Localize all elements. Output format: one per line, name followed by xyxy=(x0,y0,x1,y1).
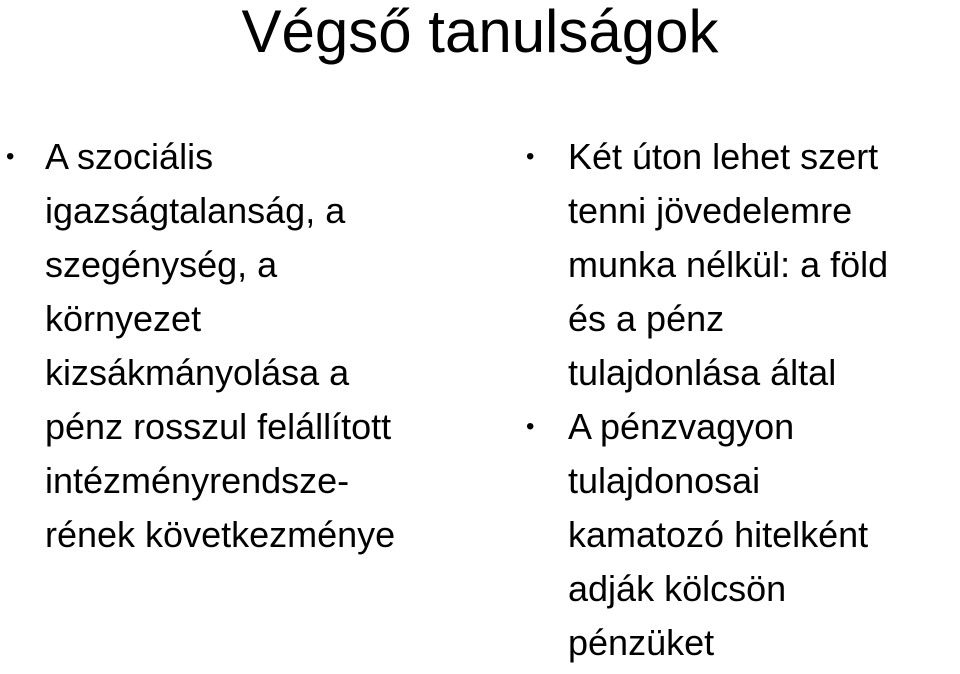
right-column xyxy=(520,130,960,670)
bullet-text: A pénzvagyon tulajdonosai kamatozó hitelként adják kölcsön pénzüket xyxy=(568,406,869,663)
bullet-item xyxy=(0,130,490,562)
bullet-text: A szociális igazságtalanság, a szegénység, a környezet kizsákmányolása a pénz rosszul felállított intézményrendsze- rének következménye xyxy=(45,136,396,555)
bullet-text: Két úton lehet szert tenni jövedelemre munka nélkül: a föld és a pénz tulajdonlása által xyxy=(568,136,889,393)
bullet-dot-icon: • xyxy=(526,143,535,170)
bullet-dot-icon: • xyxy=(6,143,15,170)
left-bullet-list xyxy=(0,130,490,562)
slide-title: Végső tanulságok xyxy=(241,0,719,65)
left-column xyxy=(0,130,490,570)
bullet-item xyxy=(520,130,960,400)
right-bullet-list xyxy=(520,130,960,670)
bullet-item xyxy=(520,400,960,670)
bullet-dot-icon: • xyxy=(526,413,535,440)
